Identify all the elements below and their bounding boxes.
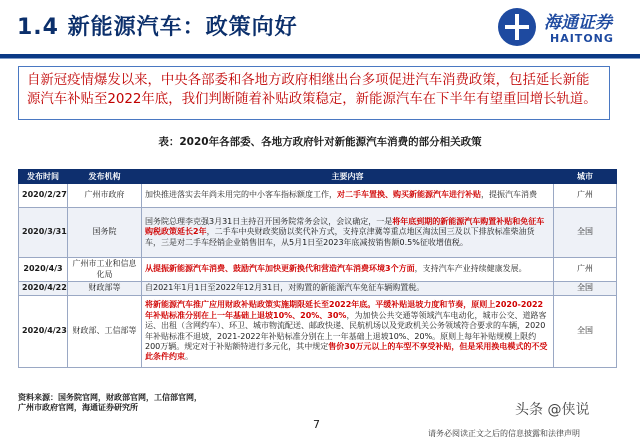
table-row xyxy=(19,184,617,208)
cell-content xyxy=(142,208,554,258)
cell-org: 广州市政府 xyxy=(68,184,142,208)
summary-box: 自新冠疫情爆发以来，中央各部委和各地方政府相继出台多项促进汽车消费政策，包括延长新能源汽车补贴至2022年底，我们判断随着补贴政策稳定，新能源汽车在下半年有望重回增长轨道。 xyxy=(18,66,610,120)
table-title: 表：2020年各部委、各地方政府针对新能源汽车消费的部分相关政策 xyxy=(158,136,482,148)
cell-org: 国务院 xyxy=(68,208,142,258)
cell-date: 2020/2/27 xyxy=(19,184,68,208)
column-header-org: 发布机构 xyxy=(68,170,142,184)
logo-emblem-icon xyxy=(498,8,536,46)
column-header-content: 主要内容 xyxy=(142,170,554,184)
cell-city: 全国 xyxy=(554,296,617,368)
content-highlight: 售价30万元以上的车型不享受补贴，但是采用换电模式的不受此条件约束 xyxy=(145,341,548,362)
table-row xyxy=(19,208,617,258)
cell-content xyxy=(142,282,554,296)
cell-content xyxy=(142,258,554,282)
content-text: ，支持汽车产业持续健康发展。 xyxy=(414,264,527,274)
content-highlight: 对二手车置换、购买新能源汽车进行补贴 xyxy=(337,190,481,200)
page-number: 7 xyxy=(313,418,320,431)
source-line: 广州市政府官网，海通证券研究所 xyxy=(18,403,138,412)
cell-org: 广州市工业和信息化局 xyxy=(68,258,142,282)
content-highlight: 从提振新能源汽车消费、鼓励汽车加快更新换代和营造汽车消费环境3个方面 xyxy=(145,264,415,274)
table-header-row xyxy=(19,170,617,184)
content-text: 国务院总理李克强3月31日主持召开国务院常务会议，会议确定，一是 xyxy=(145,216,393,226)
column-header-date: 发布时间 xyxy=(19,170,68,184)
cell-org: 财政部、工信部等 xyxy=(68,296,142,368)
footer-disclaimer: 请务必阅读正文之后的信息披露和法律声明 xyxy=(428,429,580,438)
table-row xyxy=(19,296,617,368)
cell-date: 2020/3/31 xyxy=(19,208,68,258)
logo-chinese-name: 海通证券 xyxy=(544,13,612,33)
cell-content xyxy=(142,296,554,368)
watermark: 头条 @侠说 xyxy=(515,402,590,418)
content-text: 加快推进落实去年尚未用完的中小客车指标额度工作， xyxy=(145,190,337,200)
content-text: 自2021年1月1日至2022年12月31日，对购置的新能源汽车免征车辆购置税。 xyxy=(145,283,425,293)
content-text: 。 xyxy=(185,352,193,362)
logo-english-name: HAITONG xyxy=(550,32,614,45)
company-logo xyxy=(498,6,628,50)
content-text: ，二手车中央财政奖励以奖代补方式，支持京津冀等重点地区淘汰国三及以下排放标准柴油货车，三是对二手车经销企业销售旧车，从5月1日至2023年底减按销售额0.5%征收增值税。 xyxy=(145,227,535,247)
content-text: ，提振汽车消费 xyxy=(481,190,537,200)
content-text: ，为加快公共交通等领域汽车电动化，城市公交、道路客运、出租（含网约车）、环卫、城市物流配送、邮政快递、民航机场以及党政机关公务领域符合要求的车辆，2020年补贴标准不退坡，2021-2022年补贴标准分别在上一年基础上退坡10%、20%。原则上每年补贴规模上限约200万辆。规定对于补贴额特进行多元化，其中规定 xyxy=(145,310,547,351)
cell-date: 2020/4/22 xyxy=(19,282,68,296)
cell-date: 2020/4/23 xyxy=(19,296,68,368)
cell-date: 2020/4/3 xyxy=(19,258,68,282)
policy-table xyxy=(18,169,617,368)
content-highlight: 将新能源汽车推广应用财政补贴政策实施期限延长至2022年底。平缓补贴退坡力度和节奏，原则上2020-2022年补贴标准分别在上一年基础上退坡10%、20%、30% xyxy=(145,300,544,320)
table-row xyxy=(19,258,617,282)
header-divider-thin xyxy=(0,58,640,59)
cell-city: 全国 xyxy=(554,282,617,296)
content-highlight: 将年底到期的新能源汽车购置补贴和免征车购税政策延长2年 xyxy=(145,216,545,237)
column-header-city: 城市 xyxy=(554,170,617,184)
table-row xyxy=(19,282,617,296)
source-line: 资料来源：国务院官网，财政部官网，工信部官网， xyxy=(18,393,202,402)
cell-city: 广州 xyxy=(554,184,617,208)
cell-city: 广州 xyxy=(554,258,617,282)
page-title: 1.4 新能源汽车：政策向好 xyxy=(17,15,298,40)
cell-org: 财政部等 xyxy=(68,282,142,296)
cell-city: 全国 xyxy=(554,208,617,258)
cell-content xyxy=(142,184,554,208)
source-note xyxy=(18,393,202,413)
